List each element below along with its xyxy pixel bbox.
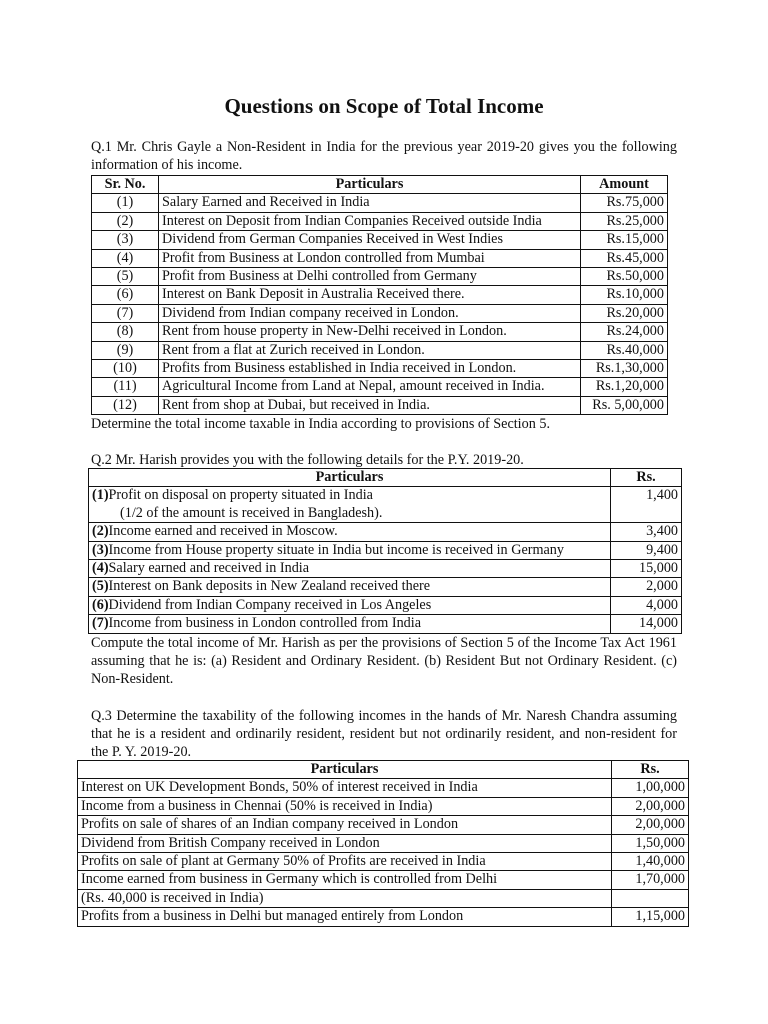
q1-particulars-cell: Rent from shop at Dubai, but received in India. bbox=[159, 396, 581, 414]
q2-amount-cell: 2,000 bbox=[611, 578, 682, 596]
q3-table-row bbox=[78, 779, 689, 797]
q2-header-particulars: Particulars bbox=[89, 469, 611, 487]
q1-sr-cell: (6) bbox=[92, 286, 159, 304]
q3-amount-cell: 2,00,000 bbox=[612, 797, 689, 815]
q1-particulars-cell: Agricultural Income from Land at Nepal, amount received in India. bbox=[159, 378, 581, 396]
q2-particulars-cell bbox=[89, 615, 611, 633]
q1-table-row bbox=[92, 323, 668, 341]
q3-particulars-cell: Income earned from business in Germany which is controlled from Delhi bbox=[78, 871, 612, 889]
q3-header-rs: Rs. bbox=[612, 761, 689, 779]
q3-particulars-cell: Interest on UK Development Bonds, 50% of interest received in India bbox=[78, 779, 612, 797]
q2-particulars-cell bbox=[89, 523, 611, 541]
q3-table-row bbox=[78, 908, 689, 926]
q1-sr-cell: (5) bbox=[92, 268, 159, 286]
q2-amount-cell: 14,000 bbox=[611, 615, 682, 633]
q2-item-text: Income from House property situate in India but income is received in Germany bbox=[108, 541, 564, 558]
q1-header-sr: Sr. No. bbox=[92, 176, 159, 194]
q1-sr-cell: (2) bbox=[92, 212, 159, 230]
q1-header-row bbox=[92, 176, 668, 194]
q2-item-number: (6) bbox=[92, 596, 109, 613]
q3-amount-cell bbox=[612, 889, 689, 907]
q1-sr-cell: (4) bbox=[92, 249, 159, 267]
q2-table-row bbox=[89, 541, 682, 559]
q1-sr-cell: (10) bbox=[92, 360, 159, 378]
q2-amount-cell: 9,400 bbox=[611, 541, 682, 559]
q2-particulars-cell bbox=[89, 560, 611, 578]
q3-amount-cell: 1,50,000 bbox=[612, 834, 689, 852]
q1-sr-cell: (8) bbox=[92, 323, 159, 341]
q1-amount-cell: Rs.1,30,000 bbox=[581, 360, 668, 378]
q2-table-row bbox=[89, 523, 682, 541]
q2-item-number: (7) bbox=[92, 615, 109, 632]
q3-particulars-cell: Dividend from British Company received in London bbox=[78, 834, 612, 852]
q2-table-row bbox=[89, 560, 682, 578]
q1-header-particulars: Particulars bbox=[159, 176, 581, 194]
q1-particulars-cell: Rent from a flat at Zurich received in London. bbox=[159, 341, 581, 359]
q1-particulars-cell: Interest on Deposit from Indian Companies Received outside India bbox=[159, 212, 581, 230]
q1-sr-cell: (12) bbox=[92, 396, 159, 414]
q2-item-text: Salary earned and received in India bbox=[108, 560, 310, 577]
q2-amount-cell: 3,400 bbox=[611, 523, 682, 541]
q3-table-row bbox=[78, 889, 689, 907]
q1-amount-cell: Rs.45,000 bbox=[581, 249, 668, 267]
q1-sr-cell: (1) bbox=[92, 194, 159, 212]
q2-amount-cell: 4,000 bbox=[611, 596, 682, 614]
q3-table-row bbox=[78, 871, 689, 889]
q1-particulars-cell: Profit from Business at London controlled from Mumbai bbox=[159, 249, 581, 267]
q1-particulars-cell: Rent from house property in New-Delhi received in London. bbox=[159, 323, 581, 341]
q2-item-number: (4) bbox=[92, 560, 109, 577]
q1-sr-cell: (9) bbox=[92, 341, 159, 359]
q1-table-row bbox=[92, 360, 668, 378]
q1-amount-cell: Rs.40,000 bbox=[581, 341, 668, 359]
q2-item-number: (5) bbox=[92, 578, 109, 595]
q1-table-row bbox=[92, 396, 668, 414]
q3-amount-cell: 1,00,000 bbox=[612, 779, 689, 797]
q1-amount-cell: Rs.15,000 bbox=[581, 231, 668, 249]
q1-table-row bbox=[92, 304, 668, 322]
q3-header-row bbox=[78, 761, 689, 779]
q3-amount-cell: 2,00,000 bbox=[612, 816, 689, 834]
q2-item-number: (2) bbox=[92, 523, 109, 540]
q1-amount-cell: Rs.1,20,000 bbox=[581, 378, 668, 396]
q2-footer: Compute the total income of Mr. Harish as per the provisions of Section 5 of the Income Tax Act 1961 assuming that he is: (a) Resident and Ordinary Resident. (b) Resident But not Ordinary Resident. (c) Non-Resident. bbox=[91, 635, 677, 688]
q1-amount-cell: Rs.75,000 bbox=[581, 194, 668, 212]
q2-amount-cell: 1,400 bbox=[611, 487, 682, 523]
q1-amount-cell: Rs.20,000 bbox=[581, 304, 668, 322]
q1-table-row bbox=[92, 268, 668, 286]
q3-particulars-cell: Profits on sale of plant at Germany 50% of Profits are received in India bbox=[78, 853, 612, 871]
q3-header-particulars: Particulars bbox=[78, 761, 612, 779]
q1-amount-cell: Rs.10,000 bbox=[581, 286, 668, 304]
q2-intro: Q.2 Mr. Harish provides you with the following details for the P.Y. 2019-20. bbox=[91, 452, 524, 468]
q2-table bbox=[88, 468, 682, 634]
page-title: Questions on Scope of Total Income bbox=[224, 94, 544, 118]
q3-table-row bbox=[78, 853, 689, 871]
q1-intro: Q.1 Mr. Chris Gayle a Non-Resident in India for the previous year 2019-20 gives you the following information of his income. bbox=[91, 139, 677, 174]
q2-table-row bbox=[89, 578, 682, 596]
q2-item-number: (1) bbox=[92, 487, 109, 504]
q1-table-row bbox=[92, 212, 668, 230]
q3-table-row bbox=[78, 834, 689, 852]
q2-particulars-cell bbox=[89, 596, 611, 614]
q2-item-text: Income from business in London controlled from India bbox=[108, 615, 421, 632]
q1-table bbox=[91, 175, 668, 415]
q1-table-row bbox=[92, 341, 668, 359]
q1-table-row bbox=[92, 231, 668, 249]
q2-item-number: (3) bbox=[92, 541, 109, 558]
q1-table-row bbox=[92, 286, 668, 304]
q1-table-row bbox=[92, 194, 668, 212]
q1-particulars-cell: Profits from Business established in India received in London. bbox=[159, 360, 581, 378]
q1-header-amount: Amount bbox=[581, 176, 668, 194]
q1-amount-cell: Rs.24,000 bbox=[581, 323, 668, 341]
q3-particulars-cell: Profits from a business in Delhi but managed entirely from London bbox=[78, 908, 612, 926]
q3-intro: Q.3 Determine the taxability of the following incomes in the hands of Mr. Naresh Chandra assuming that he is a resident and ordinarily resident, resident but not ordinarily resident, and non-resident for the P. Y. 2019-20. bbox=[91, 708, 677, 761]
q2-item-text: Interest on Bank deposits in New Zealand received there bbox=[108, 578, 431, 595]
q3-table bbox=[77, 760, 689, 927]
q2-item-subtext: (1/2 of the amount is received in Bangladesh). bbox=[120, 504, 383, 521]
q2-particulars-cell bbox=[89, 541, 611, 559]
q2-table-row bbox=[89, 487, 682, 523]
q3-amount-cell: 1,70,000 bbox=[612, 871, 689, 889]
q1-amount-cell: Rs.50,000 bbox=[581, 268, 668, 286]
q1-particulars-cell: Salary Earned and Received in India bbox=[159, 194, 581, 212]
q1-table-row bbox=[92, 378, 668, 396]
q3-particulars-cell: Income from a business in Chennai (50% is received in India) bbox=[78, 797, 612, 815]
q1-table-row bbox=[92, 249, 668, 267]
q1-sr-cell: (3) bbox=[92, 231, 159, 249]
q1-sr-cell: (11) bbox=[92, 378, 159, 396]
q1-amount-cell: Rs.25,000 bbox=[581, 212, 668, 230]
q1-particulars-cell: Dividend from German Companies Received in West Indies bbox=[159, 231, 581, 249]
q2-particulars-cell bbox=[89, 578, 611, 596]
q3-table-row bbox=[78, 797, 689, 815]
q1-sr-cell: (7) bbox=[92, 304, 159, 322]
q2-header-rs: Rs. bbox=[611, 469, 682, 487]
q3-particulars-cell: Profits on sale of shares of an Indian company received in London bbox=[78, 816, 612, 834]
q2-header-row bbox=[89, 469, 682, 487]
q1-amount-cell: Rs. 5,00,000 bbox=[581, 396, 668, 414]
q3-amount-cell: 1,15,000 bbox=[612, 908, 689, 926]
q2-table-row bbox=[89, 615, 682, 633]
q1-particulars-cell: Profit from Business at Delhi controlled from Germany bbox=[159, 268, 581, 286]
q2-item-text: Dividend from Indian Company received in Los Angeles bbox=[108, 596, 432, 613]
q1-footer: Determine the total income taxable in India according to provisions of Section 5. bbox=[91, 416, 550, 432]
q3-table-row bbox=[78, 816, 689, 834]
q1-particulars-cell: Dividend from Indian company received in London. bbox=[159, 304, 581, 322]
q2-item-text: Income earned and received in Moscow. bbox=[108, 523, 338, 540]
q2-amount-cell: 15,000 bbox=[611, 560, 682, 578]
q2-table-row bbox=[89, 596, 682, 614]
q1-particulars-cell: Interest on Bank Deposit in Australia Received there. bbox=[159, 286, 581, 304]
q2-item-text: Profit on disposal on property situated in India bbox=[108, 487, 373, 504]
q2-particulars-cell bbox=[89, 487, 611, 523]
q3-particulars-cell: (Rs. 40,000 is received in India) bbox=[78, 889, 612, 907]
q3-amount-cell: 1,40,000 bbox=[612, 853, 689, 871]
